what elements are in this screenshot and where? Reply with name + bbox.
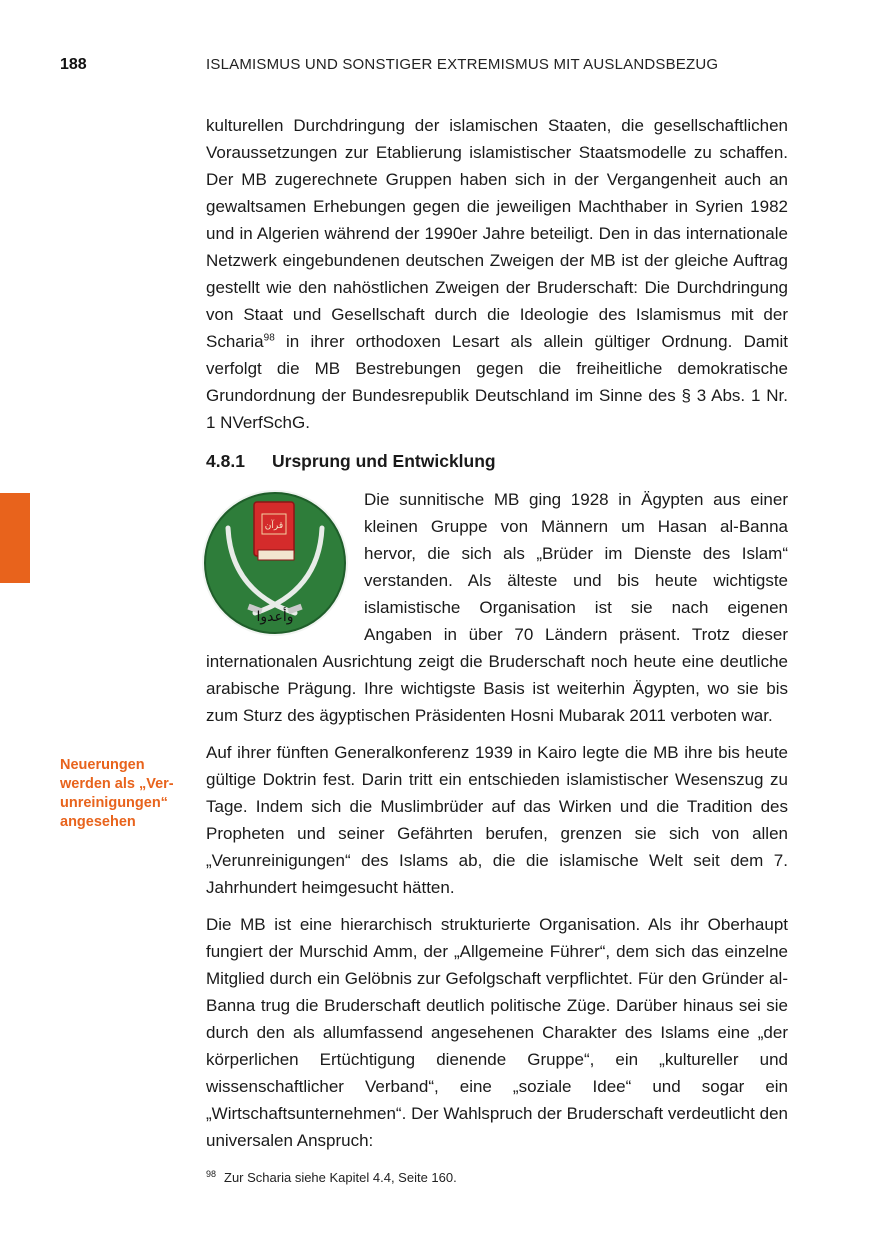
paragraph-1-text-a: kulturellen Durchdringung der islamischen Staaten, die gesellschaftlichen Voraussetzungen zur Etablierung islamistischer Staatsmodelle zu schaffen. Der MB zugerechnete Gruppen haben sich in der Vergangenheit auch an gewaltsamen Erhebungen gegen die jeweiligen Machthaber in Syrien 1982 und in Algerien während der 1990er Jahre beteiligt. Den in das internationale Netzwerk eingebundenen deutschen Zweigen der MB ist der gleiche Auftrag gestellt wie den nahöstlichen Zweigen der Bruderschaft: Die Durchdringung von Staat und Gesellschaft durch die Ideologie des Islamismus mit der Scharia xyxy=(206,116,788,351)
marginal-note-line: werden als „Ver- xyxy=(60,776,174,792)
chapter-side-tab xyxy=(0,493,30,583)
paragraph-1 xyxy=(206,112,788,436)
marginal-note-line: Neuerungen xyxy=(60,757,145,773)
paragraph-3: Auf ihrer fünften Generalkonferenz 1939 in Kairo legte die MB ihre bis heute gültige Doktrin fest. Darin tritt ein entschieden islamistischer Wesenszug zu Tage. Indem sich die Muslimbrüder auf das Wirken und die Tradition des Propheten und seiner Gefährten berufen, grenzen sie sich von allen „Verunreinigungen“ des Islams ab, die die islamische Welt seit dem 7. Jahrhundert heimgesucht hätten. xyxy=(206,743,788,897)
section-number: 4.8.1 xyxy=(206,451,245,471)
page-number: 188 xyxy=(60,56,87,73)
paragraph-2: Die sunnitische MB ging 1928 in Ägypten aus einer kleinen Gruppe von Männern um Hasan al-Banna hervor, die sich als „Brüder im Dienste des Islam“ verstanden. Als älteste und bis heute wichtigste islamistische Organisation ist sie nach eigenen Angaben in über 70 Ländern präsent. Trotz dieser internationalen Ausrichtung zeigt die Bruderschaft noch heute eine deutliche arabische Prägung. Ihre wichtigste Basis ist weiterhin Ägypten, wo sie bis zum Sturz des ägyptischen Präsidenten Hosni Mubarak 2011 verboten war. xyxy=(206,490,788,725)
footnote-reference: 98 xyxy=(263,332,275,344)
footnote-number: 98 xyxy=(206,1168,217,1179)
footnote xyxy=(206,1170,788,1185)
emblem-banner-text: وأعدوا xyxy=(256,609,294,625)
main-text-column xyxy=(206,112,788,1164)
footnote-text: Zur Scharia siehe Kapitel 4.4, Seite 160. xyxy=(224,1170,457,1185)
marginal-note xyxy=(60,756,190,832)
running-header: ISLAMISMUS UND SONSTIGER EXTREMISMUS MIT AUSLANDSBEZUG xyxy=(206,56,719,73)
section-heading xyxy=(206,448,788,474)
emblem-book-text: قرآن xyxy=(264,521,284,531)
emblem-graphic xyxy=(200,488,350,638)
paragraph-1-text-b: in ihrer orthodoxen Lesart als allein gültiger Ordnung. Damit verfolgt die MB Bestrebungen gegen die freiheitliche demokratische Grundordnung der Bundesrepublik Deutschland im Sinne des § 3 Abs. 1 Nr. 1 NVerfSchG. xyxy=(206,332,788,432)
marginal-note-line: angesehen xyxy=(60,814,136,830)
marginal-note-line: unreinigungen“ xyxy=(60,795,168,811)
section-title: Ursprung und Entwicklung xyxy=(272,451,496,471)
paragraph-4: Die MB ist eine hierarchisch strukturierte Organisation. Als ihr Oberhaupt fungiert der Murschid Amm, der „Allgemeine Führer“, dem sich das einzelne Mitglied durch ein Gelöbnis zur Gefolgschaft verpflichtet. Für den Gründer al-Banna trug die Bruderschaft deutlich politische Züge. Darüber hinaus sei sie durch den als allumfassend angesehenen Charakter des Islams eine „der körperlichen Ertüchtigung dienende Gruppe“, ein „kultureller und wissenschaftlicher Verband“, eine „soziale Idee“ und sogar ein „Wirtschaftsunternehmen“. Der Wahlspruch der Bruderschaft verdeutlicht den universalen Anspruch: xyxy=(206,915,788,1150)
muslim-brotherhood-emblem-icon xyxy=(200,488,350,638)
